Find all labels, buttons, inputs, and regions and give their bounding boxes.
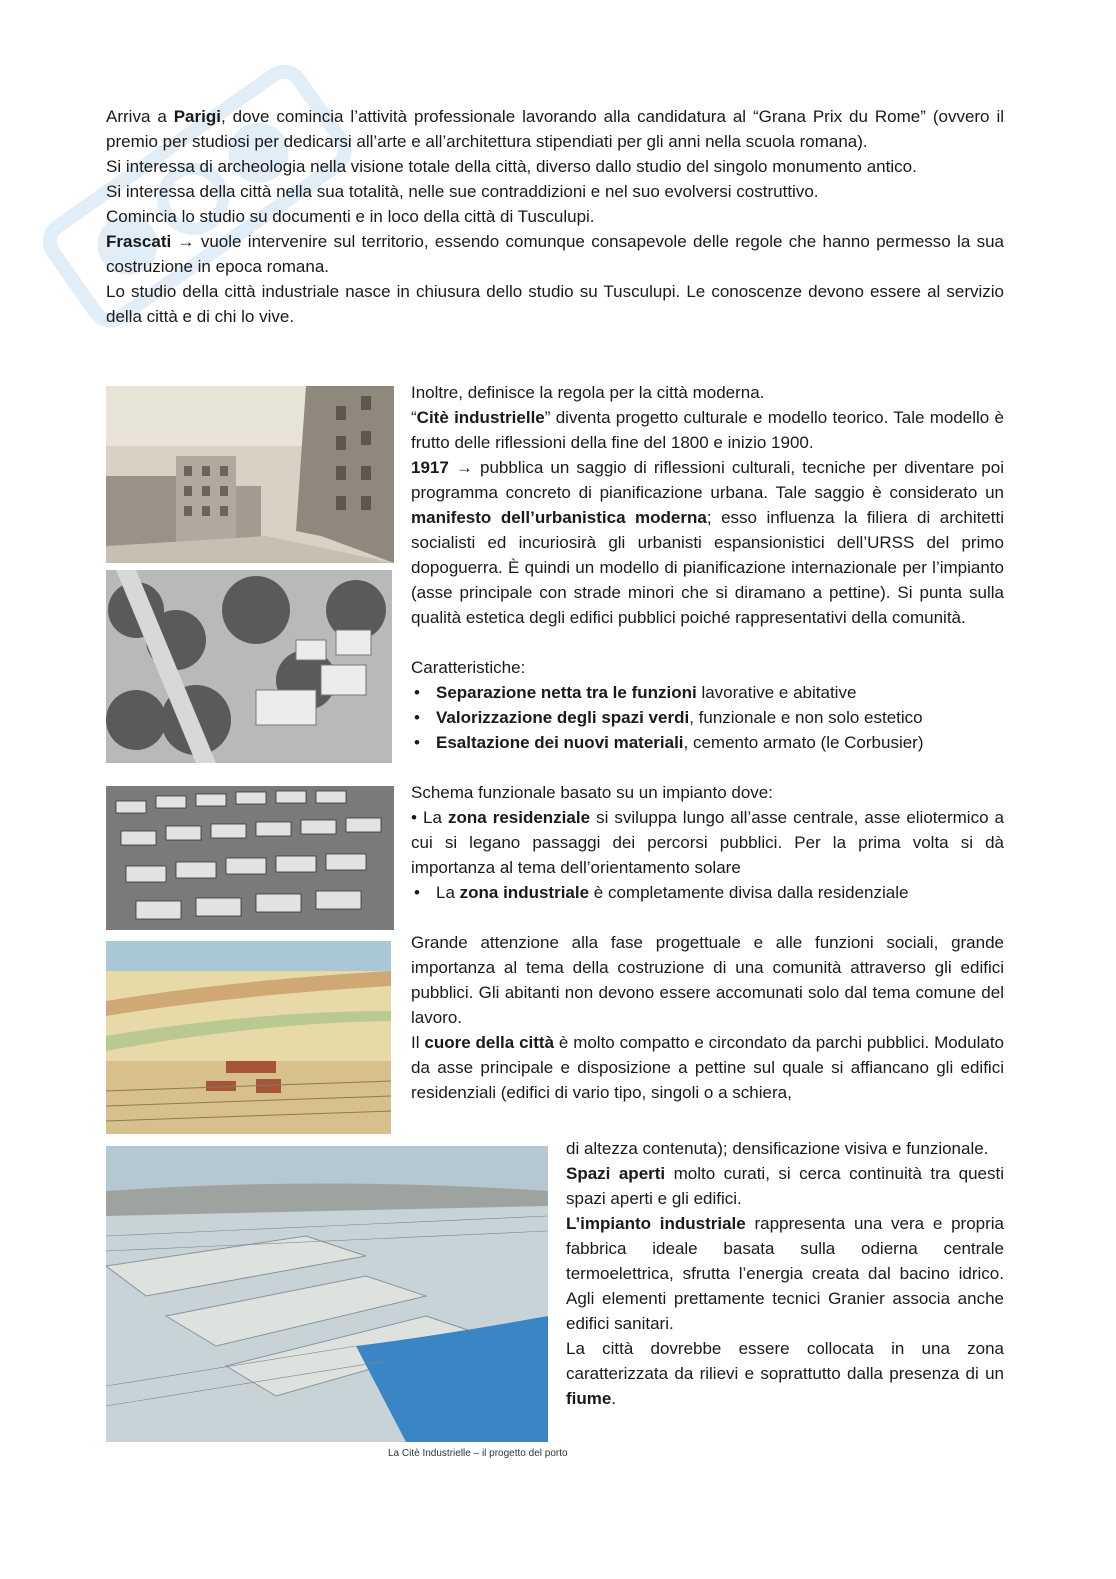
intro-paragraph-3: Si interessa della città nella sua totalità, nelle sue contraddizioni e nel suo evolversi costruttivo.: [106, 182, 819, 201]
lower-paragraph-2: Spazi aperti molto curati, si cerca continuità tra questi spazi aperti e gli edifici.: [566, 1164, 1005, 1208]
lower-paragraph-4: La città dovrebbe essere collocata in una zona caratterizzata da rilievi e soprattutto dalla presenza di un fiume.: [566, 1339, 1004, 1408]
lower-column: [566, 1136, 1004, 1411]
intro-paragraph-4: Comincia lo studio su documenti e in loco della città di Tusculupi.: [106, 207, 595, 226]
photo-city-model: [106, 786, 394, 930]
right-paragraph-1: Inoltre, definisce la regola per la città moderna.: [411, 383, 765, 402]
caratteristiche-heading: Caratteristiche:: [411, 658, 526, 677]
intro-paragraph-2: Si interessa di archeologia nella visione totale della città, diverso dallo studio del singolo monumento antico.: [106, 157, 917, 176]
photo-aerial-houses: [106, 570, 392, 763]
list-item: • Separazione netta tra le funzioni lavorative e abitative: [411, 680, 1004, 705]
intro-block: [106, 104, 1004, 329]
list-item: • Esaltazione dei nuovi materiali, cemento armato (le Corbusier): [411, 730, 1004, 755]
schema-list: [411, 880, 1004, 905]
intro-paragraph-6: Lo studio della città industriale nasce in chiusura dello studio su Tusculupi. Le conoscenze devono essere al servizio della città e di chi lo vive.: [106, 282, 1004, 326]
intro-paragraph-5: Frascati → vuole intervenire sul territorio, essendo comunque consapevole delle regole che hanno permesso la sua costruzione in epoca romana.: [106, 232, 1004, 276]
schema-heading: Schema funzionale basato su un impianto dove:: [411, 783, 773, 802]
image-caption: La Citè Industrielle – il progetto del porto: [388, 1448, 568, 1459]
lower-paragraph-1: di altezza contenuta); densificazione visiva e funzionale.: [566, 1139, 989, 1158]
photo-street-buildings: [106, 386, 394, 563]
drawing-port-project: [106, 1146, 548, 1442]
caratteristiche-list: [411, 680, 1004, 755]
right-paragraph-4: Grande attenzione alla fase progettuale e alle funzioni sociali, grande importanza al tema della costruzione di una comunità attraverso gli edifici pubblici. Gli abitanti non devono essere accomunati solo dal tema comune del lavoro.: [411, 933, 1004, 1027]
intro-paragraph-1: Arriva a Parigi, dove comincia l’attività professionale lavorando alla candidatura al “Grana Prix du Rome” (ovvero il premio per studiosi per dedicarsi all’arte e all’architettura stipendiati per gli anni nella scuola romana).: [106, 107, 1004, 151]
right-column: [411, 380, 1004, 1105]
drawing-city-panorama: [106, 941, 391, 1134]
list-item: • Valorizzazione degli spazi verdi, funzionale e non solo estetico: [411, 705, 1004, 730]
lower-paragraph-3: L’impianto industriale rappresenta una vera e propria fabbrica ideale basata sulla odierna centrale termoelettrica, sfrutta l’energia creata dal bacino idrico. Agli elementi prettamente tecnici Granier associa anche edifici sanitari.: [566, 1214, 1004, 1333]
right-paragraph-3: 1917 → pubblica un saggio di riflessioni culturali, tecniche per diventare poi programma concreto di pianificazione urbana. Tale saggio è considerato un manifesto dell’urbanistica moderna; esso influenza la filiera di architetti socialisti ed incuriosirà gli urbanisti espansionistici dell’URSS del primo dopoguerra. È quindi un modello di pianificazione internazionale per l’impianto (asse principale con strade minori che si diramano a pettine). Si punta sulla qualità estetica degli edifici pubblici poiché rappresentativi della comunità.: [411, 458, 1004, 627]
right-paragraph-2: “Citè industrielle” diventa progetto culturale e modello teorico. Tale modello è frutto delle riflessioni della fine del 1800 e inizio 1900.: [411, 408, 1004, 452]
schema-item-residenziale: • La zona residenziale si sviluppa lungo all’asse centrale, asse eliotermico a cui si legano passaggi dei percorsi pubblici. Per la prima volta si dà importanza al tema dell’orientamento solare: [411, 808, 1005, 877]
schema-item-industriale: • La zona industriale è completamente divisa dalla residenziale: [411, 880, 1004, 905]
right-paragraph-5: Il cuore della città è molto compatto e circondato da parchi pubblici. Modulato da asse principale e disposizione a pettine sul quale si affiancano gli edifici residenziali (edifici di vario tipo, singoli o a schiera,: [411, 1033, 1005, 1102]
